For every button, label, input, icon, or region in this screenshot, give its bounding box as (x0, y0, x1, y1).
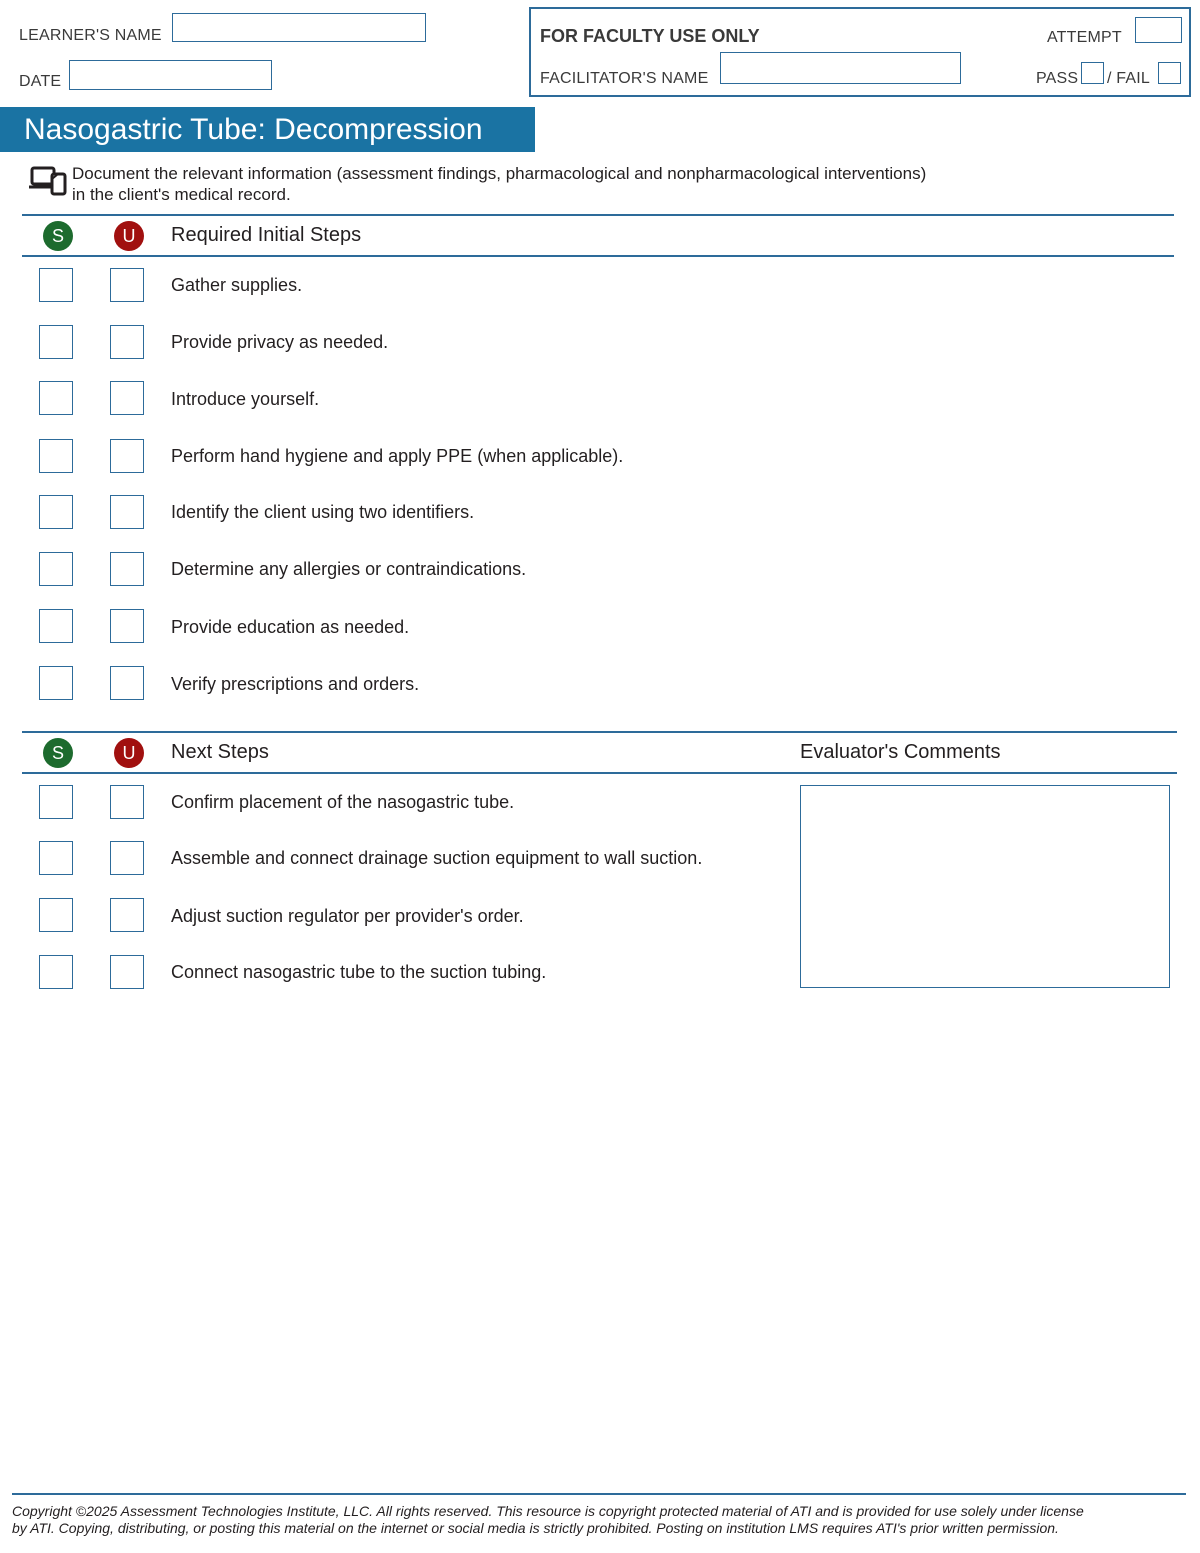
document-note (72, 163, 926, 205)
fail-label: / FAIL (1107, 70, 1150, 87)
satisfactory-checkbox[interactable] (39, 666, 73, 700)
facilitator-name-input[interactable] (720, 52, 961, 84)
divider (22, 214, 1174, 216)
initial-steps-heading: Required Initial Steps (171, 224, 362, 246)
divider (22, 731, 1177, 733)
unsatisfactory-checkbox[interactable] (110, 552, 144, 586)
step-text: Assemble and connect drainage suction equipment to wall suction. (171, 848, 703, 868)
copyright-footer (12, 1503, 1192, 1537)
step-text: Confirm placement of the nasogastric tube. (171, 792, 515, 812)
unsatisfactory-checkbox[interactable] (110, 439, 144, 473)
step-text: Verify prescriptions and orders. (171, 674, 420, 694)
satisfactory-checkbox[interactable] (39, 439, 73, 473)
step-text: Provide education as needed. (171, 617, 410, 637)
divider (22, 255, 1174, 257)
satisfactory-checkbox[interactable] (39, 381, 73, 415)
unsatisfactory-checkbox[interactable] (110, 495, 144, 529)
unsatisfactory-checkbox[interactable] (110, 666, 144, 700)
pass-label: PASS (1036, 70, 1079, 87)
unsatisfactory-badge: U (114, 221, 144, 251)
document-devices-icon (28, 165, 68, 197)
unsatisfactory-checkbox[interactable] (110, 609, 144, 643)
date-input[interactable] (69, 60, 272, 90)
satisfactory-checkbox[interactable] (39, 325, 73, 359)
footer-divider (12, 1493, 1186, 1495)
satisfactory-checkbox[interactable] (39, 955, 73, 989)
unsatisfactory-checkbox[interactable] (110, 785, 144, 819)
satisfactory-checkbox[interactable] (39, 552, 73, 586)
step-text: Gather supplies. (171, 275, 303, 295)
attempt-input[interactable] (1135, 17, 1182, 43)
unsatisfactory-badge: U (114, 738, 144, 768)
step-text: Identify the client using two identifiers. (171, 502, 475, 522)
satisfactory-checkbox[interactable] (39, 841, 73, 875)
step-text: Provide privacy as needed. (171, 332, 389, 352)
fail-checkbox[interactable] (1158, 62, 1181, 84)
satisfactory-checkbox[interactable] (39, 268, 73, 302)
unsatisfactory-checkbox[interactable] (110, 841, 144, 875)
attempt-label: ATTEMPT (1047, 29, 1122, 46)
unsatisfactory-checkbox[interactable] (110, 898, 144, 932)
satisfactory-checkbox[interactable] (39, 785, 73, 819)
learner-name-label: LEARNER'S NAME (19, 27, 162, 44)
satisfactory-checkbox[interactable] (39, 609, 73, 643)
step-text: Introduce yourself. (171, 389, 320, 409)
satisfactory-badge: S (43, 221, 73, 251)
unsatisfactory-checkbox[interactable] (110, 955, 144, 989)
document-note-line2: in the client's medical record. (72, 185, 291, 204)
page-title: Nasogastric Tube: Decompression (0, 107, 535, 152)
step-text: Perform hand hygiene and apply PPE (when applicable). (171, 446, 624, 466)
unsatisfactory-checkbox[interactable] (110, 325, 144, 359)
date-label: DATE (19, 73, 62, 90)
learner-name-input[interactable] (172, 13, 426, 42)
next-steps-heading: Next Steps (171, 741, 269, 763)
satisfactory-checkbox[interactable] (39, 495, 73, 529)
step-text: Connect nasogastric tube to the suction tubing. (171, 962, 547, 982)
pass-checkbox[interactable] (1081, 62, 1104, 84)
unsatisfactory-checkbox[interactable] (110, 381, 144, 415)
faculty-use-title: FOR FACULTY USE ONLY (540, 26, 760, 46)
document-note-line1: Document the relevant information (assessment findings, pharmacological and nonpharmacological interventions) (72, 164, 927, 183)
satisfactory-badge: S (43, 738, 73, 768)
evaluator-comments-input[interactable] (800, 785, 1170, 988)
step-text: Determine any allergies or contraindications. (171, 559, 527, 579)
copyright-line2: by ATI. Copying, distributing, or posting this material on the internet or social media is strictly prohibited. Posting on institution LMS requires ATI's prior written permission. (12, 1520, 1059, 1536)
divider (22, 772, 1177, 774)
copyright-line1: Copyright ©2025 Assessment Technologies Institute, LLC. All rights reserved. This resource is copyright protected material of ATI and is provided for use solely under license (12, 1503, 1084, 1519)
facilitator-name-label: FACILITATOR'S NAME (540, 70, 709, 87)
evaluator-comments-heading: Evaluator's Comments (800, 741, 1001, 763)
step-text: Adjust suction regulator per provider's order. (171, 906, 524, 926)
satisfactory-checkbox[interactable] (39, 898, 73, 932)
unsatisfactory-checkbox[interactable] (110, 268, 144, 302)
